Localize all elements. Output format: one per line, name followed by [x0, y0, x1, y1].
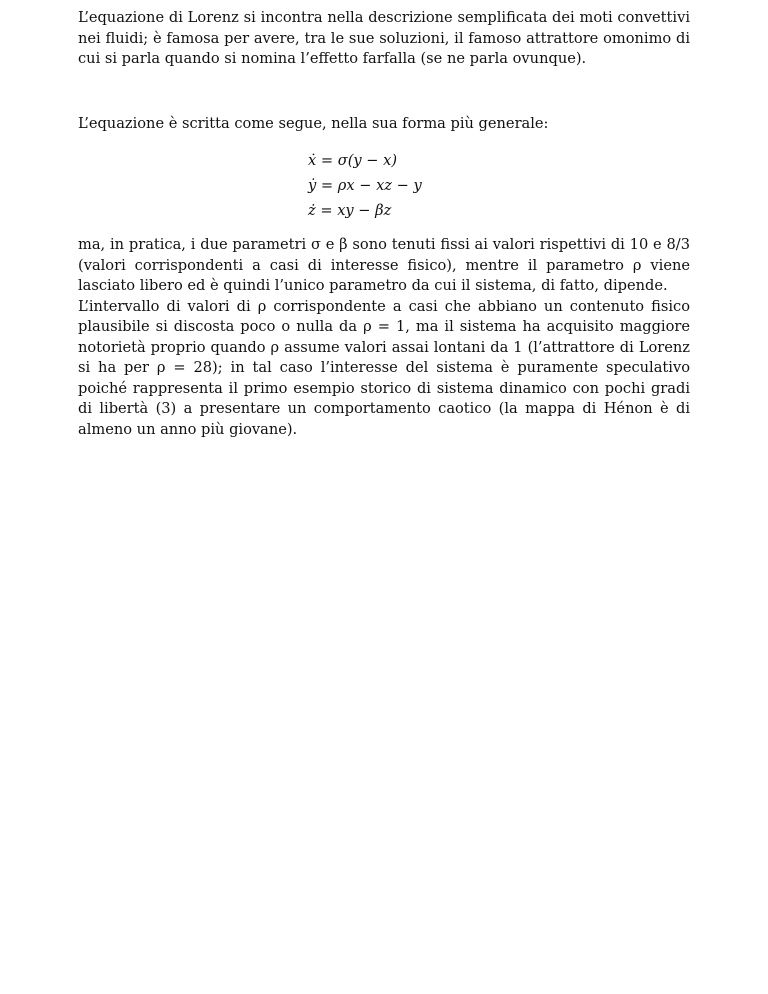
parameters-paragraph: ma, in pratica, i due parametri σ e β sono tenuti fissi ai valori rispettivi di 10 e 8/3 (valori corrispondenti a casi di interesse fisico), mentre il parametro ρ viene lasciato libero ed è quindi l’unico parametro da cui il sistema, di fatto, dipende.: [78, 236, 690, 294]
intro-paragraph: L’equazione di Lorenz si incontra nella descrizione semplificata dei moti convettivi nei fluidi; è famosa per avere, tra le sue soluzioni, il famoso attrattore omonimo di cui si parla quando si nomina l’effetto farfalla (se ne parla ovunque).: [78, 9, 690, 67]
equation-x: ẋ = σ(y − x): [308, 152, 398, 169]
equation-y: ẏ = ρx − xz − y: [308, 177, 422, 194]
equation-z: ż = xy − βz: [308, 202, 392, 219]
document-page: [78, 8, 690, 440]
equation-lead-in: L’equazione è scritta come segue, nella sua forma più generale:: [78, 114, 549, 132]
rho-range-paragraph: L’intervallo di valori di ρ corrispondente a casi che abbiano un contenuto fisico plausibile si discosta poco o nulla da ρ = 1, ma il sistema ha acquisito maggiore notorietà proprio quando ρ assume valori assai lontani da 1 (l’attrattore di Lorenz si ha per ρ = 28); in tal caso l’interesse del sistema è puramente speculativo poiché rappresenta il primo esempio storico di sistema dinamico con pochi gradi di libertà (3) a presentare un comportamento caotico (la mappa di Hénon è di almeno un anno più giovane).: [78, 297, 690, 438]
lorenz-equations: [78, 148, 690, 223]
